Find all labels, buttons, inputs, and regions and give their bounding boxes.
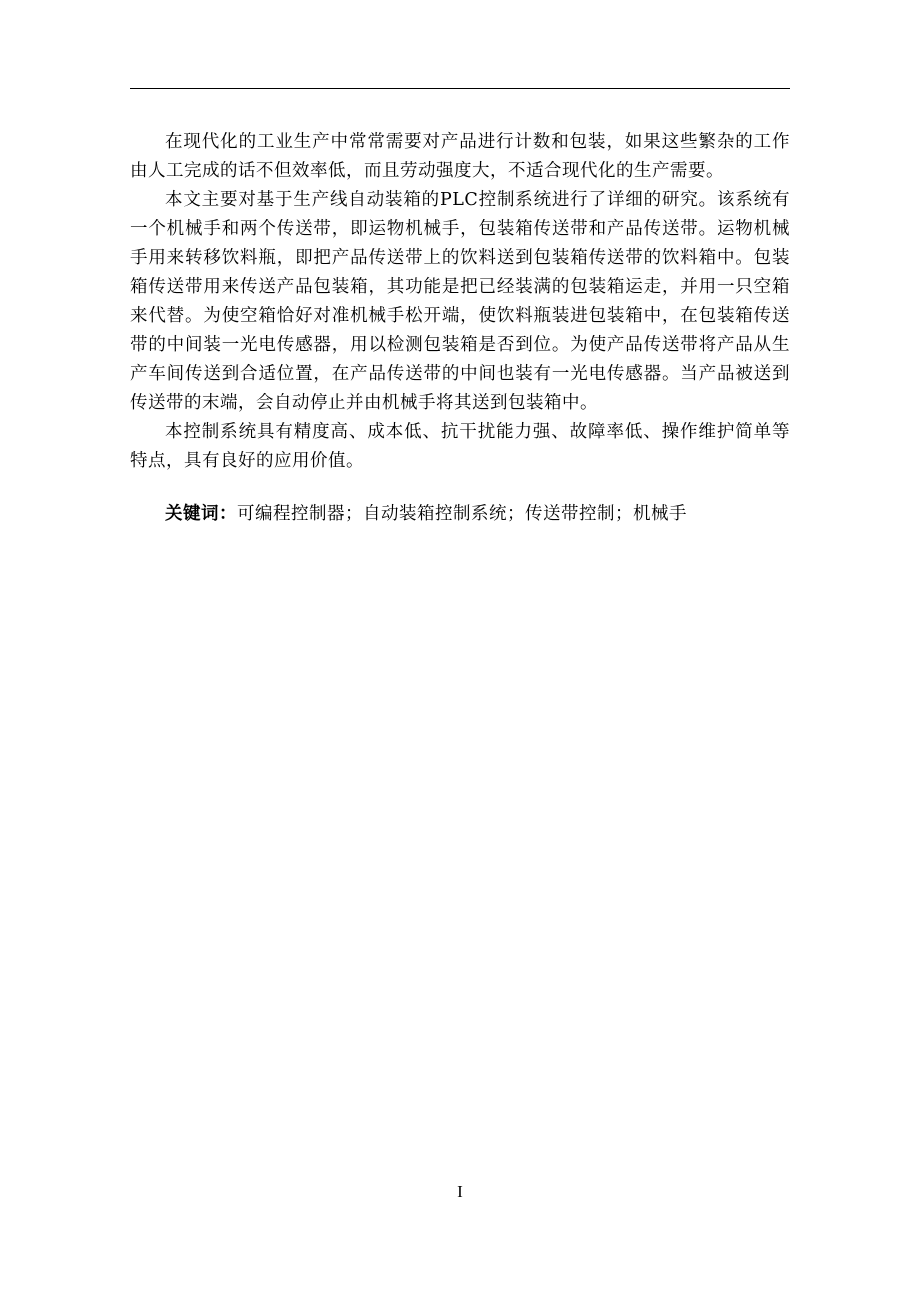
page-number: I [457, 1182, 463, 1201]
keywords-label: 关键词： [165, 504, 237, 524]
header-rule [130, 88, 790, 89]
keywords-list: 可编程控制器；自动装箱控制系统；传送带控制；机械手 [237, 504, 687, 524]
keywords-line [130, 500, 790, 529]
abstract-paragraph-3: 本控制系统具有精度高、成本低、抗干扰能力强、故障率低、操作维护简单等特点，具有良好的应用价值。 [130, 422, 790, 471]
abstract-paragraph-1: 在现代化的工业生产中常常需要对产品进行计数和包装，如果这些繁杂的工作由人工完成的话不但效率低，而且劳动强度大，不适合现代化的生产需要。 [130, 132, 790, 181]
abstract-body [130, 128, 790, 529]
abstract-paragraph-2: 本文主要对基于生产线自动装箱的PLC控制系统进行了详细的研究。该系统有一个机械手和两个传送带，即运物机械手，包装箱传送带和产品传送带。运物机械手用来转移饮料瓶，即把产品传送带上的饮料送到包装箱传送带的饮料箱中。包装箱传送带用来传送产品包装箱，其功能是把已经装满的包装箱运走，并用一只空箱来代替。为使空箱恰好对准机械手松开端，使饮料瓶装进包装箱中，在包装箱传送带的中间装一光电传感器，用以检测包装箱是否到位。为使产品传送带将产品从生产车间传送到合适位置，在产品传送带的中间也装有一光电传感器。当产品被送到传送带的末端，会自动停止并由机械手将其送到包装箱中。 [130, 190, 790, 413]
